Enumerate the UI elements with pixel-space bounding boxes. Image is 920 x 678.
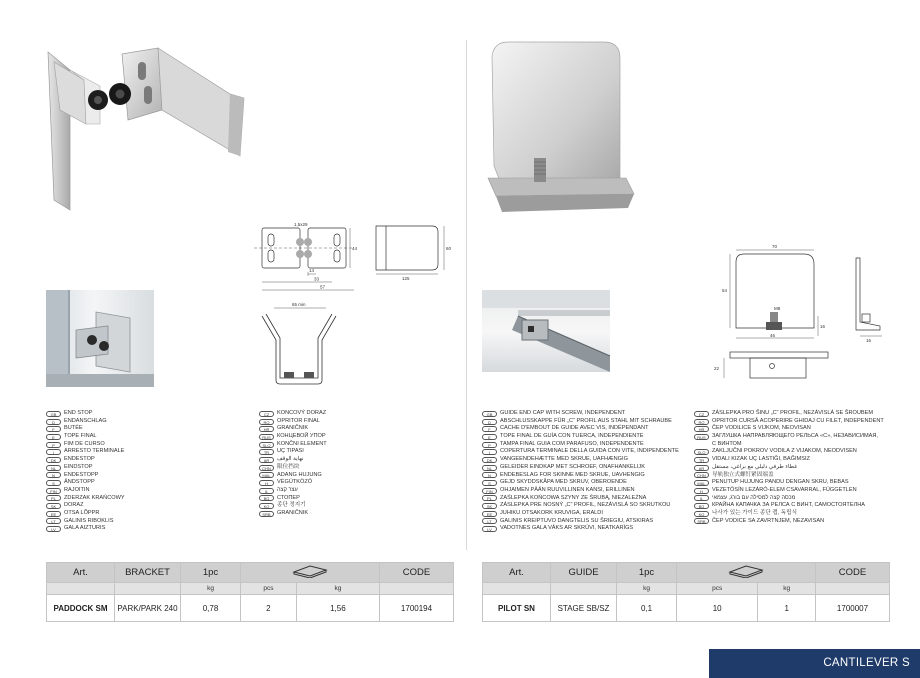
list-item	[694, 510, 884, 518]
language-code-badge: TR	[694, 457, 709, 463]
language-code-badge: AR	[694, 465, 709, 471]
pcs-value: 2	[241, 595, 297, 622]
dim-label: 44	[352, 246, 358, 251]
col-header: 1pc	[181, 563, 241, 583]
language-code-badge: SLO	[694, 449, 709, 455]
translation-text: מכסה קצה למסילה עם בורג, עצמאי	[712, 494, 796, 501]
list-item	[694, 479, 884, 487]
translation-text: OTSA LÕPPR	[64, 509, 100, 516]
translation-text: BUTÉE	[64, 425, 83, 432]
list-item	[259, 441, 327, 449]
list-item	[482, 510, 679, 518]
language-code-badge: TR	[259, 449, 274, 455]
language-code-badge: BG	[259, 495, 274, 501]
language-code-badge: EE	[46, 511, 61, 517]
list-item	[259, 448, 327, 456]
col-header: BRACKET	[115, 563, 181, 583]
translations-list	[259, 410, 327, 518]
product-table	[46, 562, 454, 622]
code-value: 1700007	[816, 595, 890, 622]
translations-list	[694, 410, 884, 525]
dim-label: 57	[320, 284, 326, 290]
dim-label: 65 min	[292, 302, 306, 307]
translation-text: KONČNI ELEMENT	[277, 440, 327, 447]
translation-text: ADANG HUJUNG	[277, 471, 322, 478]
translation-text: OPRITOR FINAL	[277, 417, 320, 424]
list-item	[46, 418, 125, 426]
code-value: 1700194	[380, 595, 454, 622]
list-item	[259, 410, 327, 418]
language-code-badge: E	[46, 434, 61, 440]
col-header: CODE	[816, 563, 890, 583]
language-code-badge: P	[46, 442, 61, 448]
language-code-badge: H	[259, 480, 274, 486]
translation-text: نهاية الوقف	[277, 456, 304, 463]
language-code-badge: CHN	[694, 472, 709, 478]
list-item	[694, 448, 884, 456]
language-code-badge: RUS	[694, 434, 709, 440]
language-code-badge: CZ	[694, 411, 709, 417]
translation-text: ÄNDSTOPP	[64, 479, 95, 486]
translation-text: VEZETŐSÍN LEZÁRÓ-ELEM CSAVARRAL, FÜGGETLEN	[712, 486, 857, 493]
list-item	[482, 410, 679, 418]
list-item	[46, 502, 125, 510]
language-code-badge: AR	[259, 457, 274, 463]
language-code-badge: CZ	[259, 411, 274, 417]
language-code-badge: SRB	[259, 511, 274, 517]
translation-text: 导轨独立式螺钉紧固端盖	[712, 471, 774, 478]
col-header: 1pc	[617, 563, 677, 583]
col-header: Art.	[47, 563, 115, 583]
translation-text: EINDSTOP	[64, 463, 93, 470]
translation-text: VANGEENDEHÆTTE MED SKRUE, UAFHÆNGIG	[500, 456, 628, 463]
pcs-value: 10	[677, 595, 758, 622]
translation-text: КРАЙНА КАПАЧКА ЗА РЕЛСА С ВИНТ, САМОСТОЯТЕЛНА	[712, 502, 866, 509]
end-stop-product-photo	[40, 40, 255, 220]
list-item	[482, 525, 679, 533]
list-item	[46, 433, 125, 441]
translation-text: ZDERZAK KRAŃCOWY	[64, 494, 125, 501]
language-code-badge: IL	[694, 495, 709, 501]
dim-label: M8	[774, 306, 781, 311]
list-item	[482, 502, 679, 510]
language-code-badge: KO	[694, 511, 709, 517]
list-item	[482, 479, 679, 487]
list-item	[46, 464, 125, 472]
list-item	[46, 456, 125, 464]
box-icon	[241, 563, 380, 583]
list-item	[46, 487, 125, 495]
list-item	[46, 495, 125, 503]
language-code-badge: HR	[259, 426, 274, 432]
translation-text: ČEP VODILICE S VIJKOM, NEOVISAN	[712, 425, 811, 432]
translation-text: СТОПЕР	[277, 494, 300, 501]
language-code-badge: HR	[694, 426, 709, 432]
list-item	[482, 448, 679, 456]
translation-text: FIM DE CURSO	[64, 440, 105, 447]
col-header: Art.	[483, 563, 551, 583]
translation-text: ЗАГЛУШКА НАПРАВЛЯЮЩЕГО РЕЛЬСА «С», НЕЗАВИСИМАЯ,	[712, 433, 878, 440]
guide-end-cap-product-photo	[478, 36, 638, 216]
translation-text: VADOTNES GALA VĀKS AR SKRŪVI, NEATKARĪGS	[500, 525, 634, 532]
translation-text: RAJOITIN	[64, 486, 90, 493]
language-code-badge: S	[482, 480, 497, 486]
dim-label: 33	[314, 276, 320, 282]
language-code-badge: NL	[482, 465, 497, 471]
dim-label: 16	[820, 324, 826, 329]
installed-bracket-photo	[46, 290, 154, 387]
translation-text: TAMPA FINAL GUIA COM PARAFUSO, INDEPENDENTE	[500, 440, 644, 447]
list-item	[46, 518, 125, 526]
translation-text: DORAZ	[64, 502, 84, 509]
list-item	[259, 433, 327, 441]
unit-label: kg	[758, 583, 816, 595]
list-item	[46, 425, 125, 433]
language-code-badge: NL	[46, 465, 61, 471]
translation-text: ABSCHLUSSKAPPE FÜR „C“ PROFIL AUS STAHL MIT SCHRAUBE	[500, 417, 672, 424]
list-item	[694, 518, 884, 526]
table-row	[483, 595, 890, 622]
language-code-badge: DK	[482, 457, 497, 463]
translations-list	[46, 410, 125, 533]
language-code-badge: KO	[259, 503, 274, 509]
language-code-badge: RO	[259, 419, 274, 425]
guide-end-cap-drawing	[710, 240, 900, 390]
list-item	[46, 479, 125, 487]
list-item	[482, 464, 679, 472]
language-code-badge: SK	[46, 503, 61, 509]
language-code-badge: SRB	[694, 518, 709, 524]
language-code-badge: GB	[482, 411, 497, 417]
language-code-badge: D	[482, 419, 497, 425]
translation-text: END STOP	[64, 410, 93, 416]
translation-text: GRANIČNIK	[277, 509, 309, 516]
table-row	[47, 595, 454, 622]
list-item	[482, 441, 679, 449]
translation-text: GELEIDER EINDKAP MET SCHROEF, ONAFHANKELIJK	[500, 463, 645, 470]
list-item	[46, 441, 125, 449]
translation-text: GEJD SKYDDSKÅPA MED SKRUV, OBEROENDE	[500, 479, 627, 486]
article-name: PADDOCK SM	[47, 595, 115, 622]
list-item	[694, 464, 884, 472]
list-item	[694, 472, 884, 480]
language-code-badge: S	[46, 480, 61, 486]
list-item	[482, 425, 679, 433]
list-item	[482, 456, 679, 464]
list-item	[694, 502, 884, 510]
dim-label: 16	[866, 338, 872, 343]
unit-label: kg	[296, 583, 379, 595]
dim-label: 125	[402, 276, 410, 281]
unit-label: pcs	[241, 583, 297, 595]
translation-text: OPRITOR CURSĂ ACOPERIRE GHIDAJ CU FILET, INDEPENDENT	[712, 417, 884, 424]
list-item	[694, 410, 884, 418]
box-icon	[677, 563, 816, 583]
kg-value: 1	[758, 595, 816, 622]
list-item	[694, 487, 884, 495]
list-item	[259, 464, 327, 472]
guide-name: STAGE SB/SZ	[551, 595, 617, 622]
language-code-badge: F	[46, 426, 61, 432]
list-item	[46, 448, 125, 456]
list-item	[46, 410, 125, 418]
unit-label: pcs	[677, 583, 758, 595]
list-item	[259, 502, 327, 510]
translations-list	[482, 410, 679, 533]
dim-label: 46	[770, 333, 776, 338]
language-code-badge: PL	[482, 495, 497, 501]
list-item	[482, 433, 679, 441]
language-code-badge: GB	[46, 411, 61, 417]
language-code-badge: IL	[259, 488, 274, 494]
language-code-badge: BG	[694, 503, 709, 509]
translation-text: CACHE D'EMBOUT DE GUIDE AVEC VIS, INDÉPENDANT	[500, 425, 649, 432]
language-code-badge: F	[482, 426, 497, 432]
list-item	[46, 525, 125, 533]
weight-value: 0,1	[617, 595, 677, 622]
list-item	[694, 456, 884, 464]
bracket-name: PARK/PARK 240	[115, 595, 181, 622]
dim-label: 1,5x29	[294, 222, 308, 227]
translation-text: ZÁSLEPKA PRO ŠINU „C“ PROFIL, NEZÁVISLÁ SE ŠROUBEM	[712, 410, 874, 416]
list-item	[259, 425, 327, 433]
kg-value: 1,56	[296, 595, 379, 622]
list-item	[259, 510, 327, 518]
col-header: GUIDE	[551, 563, 617, 583]
translation-text: עצר קצה	[277, 486, 298, 493]
translation-text: ENDANSCHLAG	[64, 417, 107, 424]
dim-label: 60	[446, 246, 452, 251]
language-code-badge: LV	[482, 526, 497, 532]
language-code-badge: D	[46, 419, 61, 425]
translation-text: ENDEBESLAG FOR SKINNE MED SKRUE, UAVHENGIG	[500, 471, 645, 478]
language-code-badge: I	[482, 449, 497, 455]
language-code-badge: FIN	[482, 488, 497, 494]
section-footer-label: CANTILEVER S	[709, 649, 920, 678]
weight-value: 0,78	[181, 595, 241, 622]
language-code-badge: LT	[482, 518, 497, 524]
list-item	[259, 479, 327, 487]
article-name: PILOT SN	[483, 595, 551, 622]
translation-text: ENDESTOP	[64, 456, 95, 463]
language-code-badge: I	[46, 449, 61, 455]
language-code-badge: DK	[46, 457, 61, 463]
dim-label: 54	[722, 288, 728, 293]
list-item	[694, 425, 884, 433]
translation-text: ČEP VODICE SA ZAVRTNJEM, NEZAVISAN	[712, 517, 825, 524]
language-code-badge: FIN	[46, 488, 61, 494]
language-code-badge: MAL	[694, 480, 709, 486]
translation-text: UÇ TIPASI	[277, 448, 304, 455]
list-item	[694, 433, 884, 441]
list-item	[259, 456, 327, 464]
language-code-badge: RUS	[259, 434, 274, 440]
translation-text: С ВИНТОМ	[712, 440, 742, 447]
language-code-badge: EE	[482, 511, 497, 517]
end-stop-u-profile-drawing	[254, 300, 344, 390]
language-code-badge: MAL	[259, 472, 274, 478]
translation-text: TOPE FINAL DE GUÍA CON TUERCA, INDEPENDIENTE	[500, 433, 644, 440]
translation-text: GRANIČNIK	[277, 425, 309, 432]
language-code-badge: P	[482, 442, 497, 448]
list-item	[46, 510, 125, 518]
list-item	[259, 487, 327, 495]
translation-text: غطاء طرفي دليلي مع براغي، مستقل	[712, 463, 798, 470]
language-code-badge: SK	[482, 503, 497, 509]
translation-text: GALINIS RIBOKLIS	[64, 517, 114, 524]
end-stop-front-drawing	[254, 222, 364, 296]
translation-text: OHJAIMEN PÄÄN RUUVILLINEN KANSI, ERILLINEN	[500, 486, 635, 493]
translation-text: ENDESTOPP	[64, 471, 99, 478]
translation-text: ZÁSLEPKA PRE NOSNÝ „C“ PROFIL, NEZÁVISLÁ SO SKRUTKOU	[500, 502, 671, 509]
translation-text: GALA AIZTURIS	[64, 525, 106, 532]
translation-text: ZAKLJUČNI POKROV VODILA Z VIJAKOM, NEODVISEN	[712, 448, 857, 455]
dim-label: 70	[772, 244, 778, 249]
translation-text: COPERTURA TERMINALE DELLA GUIDA CON VITE, INDIPENDENTE	[500, 448, 679, 455]
end-stop-side-drawing	[370, 222, 460, 282]
dim-label: 22	[714, 366, 720, 371]
translation-text: VÉGÜTKÖZŐ	[277, 479, 313, 486]
translation-text: KONCOVÝ DORAZ	[277, 410, 327, 416]
list-item	[482, 487, 679, 495]
language-code-badge: H	[694, 488, 709, 494]
translation-text: PENUTUP HUJUNG PANDU DENGAN SKRU, BEBAS	[712, 479, 849, 486]
translation-text: 限位挡块	[277, 463, 300, 470]
installed-guide-photo	[482, 290, 610, 372]
dim-label: 14	[309, 268, 315, 273]
translation-text: JUHIKU OTSAKORK KRUVIGA, ERALDI	[500, 509, 603, 516]
col-header: CODE	[380, 563, 454, 583]
translation-text: КОНЦЕВОЙ УПОР	[277, 433, 326, 440]
unit-label: kg	[181, 583, 241, 595]
translation-text: VIDALI KIZAK UÇ LASTIĞI, BAĞIMSIZ	[712, 456, 810, 463]
translation-text: TOPE FINAL	[64, 433, 97, 440]
language-code-badge: N	[46, 472, 61, 478]
product-table	[482, 562, 890, 622]
language-code-badge: RO	[694, 419, 709, 425]
page-divider	[466, 40, 467, 550]
translation-text: 종단 정지기	[277, 502, 306, 509]
language-code-badge: LV	[46, 526, 61, 532]
translation-text: GUIDE END CAP WITH SCREW, INDEPENDENT	[500, 410, 626, 416]
unit-label: kg	[617, 583, 677, 595]
translation-text: ARRESTO TERMINALE	[64, 448, 125, 455]
language-code-badge: N	[482, 472, 497, 478]
translation-text: 나사가 있는 가이드 종단 캡, 독립식	[712, 509, 797, 516]
language-code-badge: LT	[46, 518, 61, 524]
language-code-badge: PL	[46, 495, 61, 501]
translation-text: ZAŚLEPKA KOŃCOWA SZYNY ZE ŚRUBĄ, NIEZALEŻNA	[500, 494, 647, 501]
language-code-badge: CHN	[259, 465, 274, 471]
language-code-badge: E	[482, 434, 497, 440]
translation-text: GALINIS KREIPTUVO DANGTELIS SU ŠRIEGIU, ATSKIRAS	[500, 517, 654, 524]
language-code-badge: SLO	[259, 442, 274, 448]
